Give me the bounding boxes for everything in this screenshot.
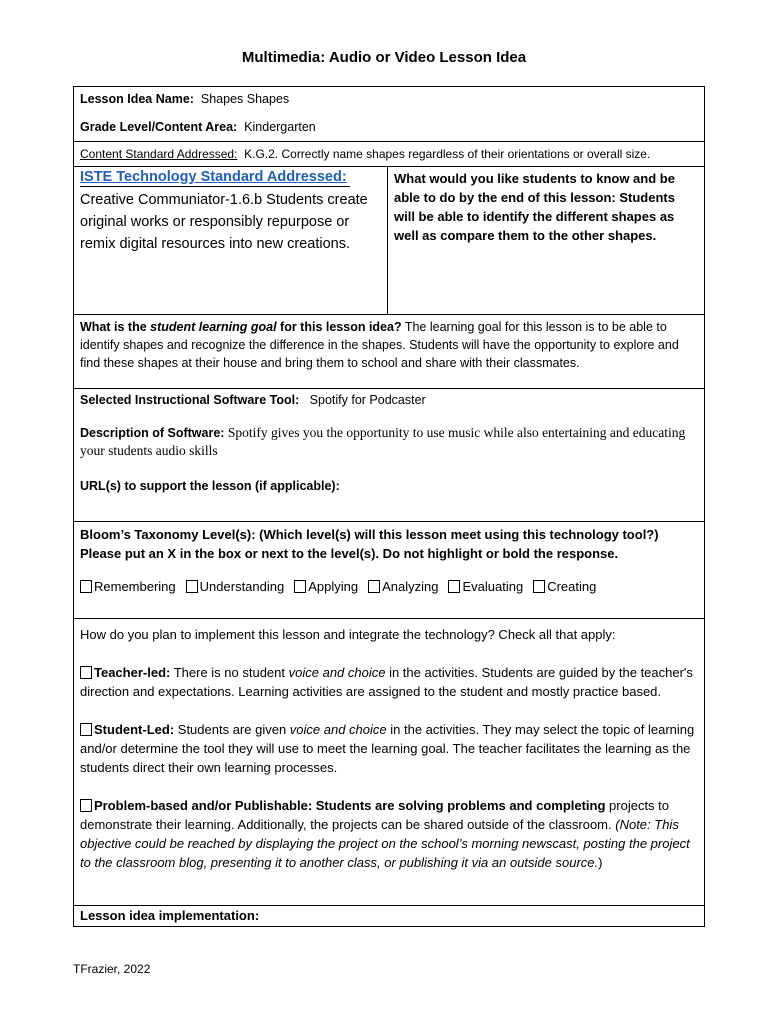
blooms-analyzing[interactable]: Analyzing [368,577,438,596]
learning-goal-row [74,315,704,389]
checkbox-icon[interactable] [80,666,92,679]
checkbox-icon[interactable] [80,799,92,812]
checkbox-icon[interactable] [80,723,92,736]
goal-text: The learning goal for this lesson is to be able to identify shapes and recognize the difference in the shapes. Students will have the opportunity to explore and find these shapes at their house and bring them to school and share with their classmates. [80,320,679,370]
goal-label: What is the student learning goal for this lesson idea? [80,320,402,334]
description-label: Description of Software: [80,426,225,440]
blooms-evaluating[interactable]: Evaluating [448,577,523,596]
blooms-remembering[interactable]: Remembering [80,577,176,596]
blooms-row [74,522,704,619]
iste-text: Creative Communiator-1.6.b Students create original works or responsibly repurpose or remix digital resources into new creations. [80,192,368,252]
checkbox-icon[interactable] [294,580,306,593]
grade-label: Grade Level/Content Area: [80,120,238,134]
blooms-levels [80,577,698,596]
iste-heading: ISTE Technology Standard Addressed: [80,169,350,187]
iste-cell [74,167,388,314]
checkbox-icon[interactable] [186,580,198,593]
checkbox-icon[interactable] [448,580,460,593]
content-standard-label: Content Standard Addressed: [80,147,238,161]
content-standard-row [74,142,704,167]
implementation-label-row: Lesson idea implementation: [80,908,260,923]
tool-value: Spotify for Podcaster [309,393,426,407]
tool-label: Selected Instructional Software Tool: [80,393,300,407]
software-row [74,389,704,522]
option-problem-based[interactable]: Problem-based and/or Publishable: Students are solving problems and completing projects to demonstrate their learning. Additionally, the projects can be shared outside of the classroom. (Note: This objective could be reached by displaying the project on the school’s morning newscast, posting the project to the classroom blog, presenting it to another class, or publishing it via an outside source.) [80,798,690,870]
checkbox-icon[interactable] [368,580,380,593]
lesson-info-row [74,87,704,142]
implement-question: How do you plan to implement this lesson and integrate the technology? Check all that apply: [80,627,616,642]
lesson-table [73,86,705,927]
blooms-heading: Bloom’s Taxonomy Level(s): (Which level(s) will this lesson meet using this technology tool?) Please put an X in the box or next to the level(s). Do not highlight or bold the response. [80,527,659,561]
blooms-creating[interactable]: Creating [533,577,596,596]
description-value: Spotify gives you the opportunity to use music while also entertaining and educating your students audio skills [80,425,686,458]
problem-note: (Note: This objective could be reached by displaying the project on the school’s morning newscast, posting the project to the classroom blog, presenting it to another class, or publishing it via an outside source. [80,817,690,870]
footer: TFrazier, 2022 [73,962,151,976]
know-cell: What would you like students to know and be able to do by the end of this lesson: Students will be able to identify the different shapes as well as compare them to the other shapes. [394,171,675,243]
blooms-understanding[interactable]: Understanding [186,577,285,596]
option-teacher-led[interactable]: Teacher-led: There is no student voice and choice in the activities. Students are guided by the teacher's direction and expectations. Learning activities are assigned to the student and mostly practice based. [80,665,693,699]
standards-row [74,167,704,315]
blooms-applying[interactable]: Applying [294,577,358,596]
page-title: Multimedia: Audio or Video Lesson Idea [241,49,527,66]
grade-value: Kindergarten [244,120,316,134]
implementation-row [74,619,704,906]
checkbox-icon[interactable] [80,580,92,593]
lesson-name-label: Lesson Idea Name: [80,92,194,106]
url-label: URL(s) to support the lesson (if applicable): [80,479,340,493]
option-student-led[interactable]: Student-Led: Students are given voice and choice in the activities. They may select the topic of learning and/or determine the tool they will use to meet the learning goal. The teacher facilitates the learning as the students direct their own learning processes. [80,722,695,775]
lesson-name-value: Shapes Shapes [200,92,290,106]
content-standard-value: K.G.2. Correctly name shapes regardless of their orientations or overall size. [244,147,651,161]
checkbox-icon[interactable] [533,580,545,593]
